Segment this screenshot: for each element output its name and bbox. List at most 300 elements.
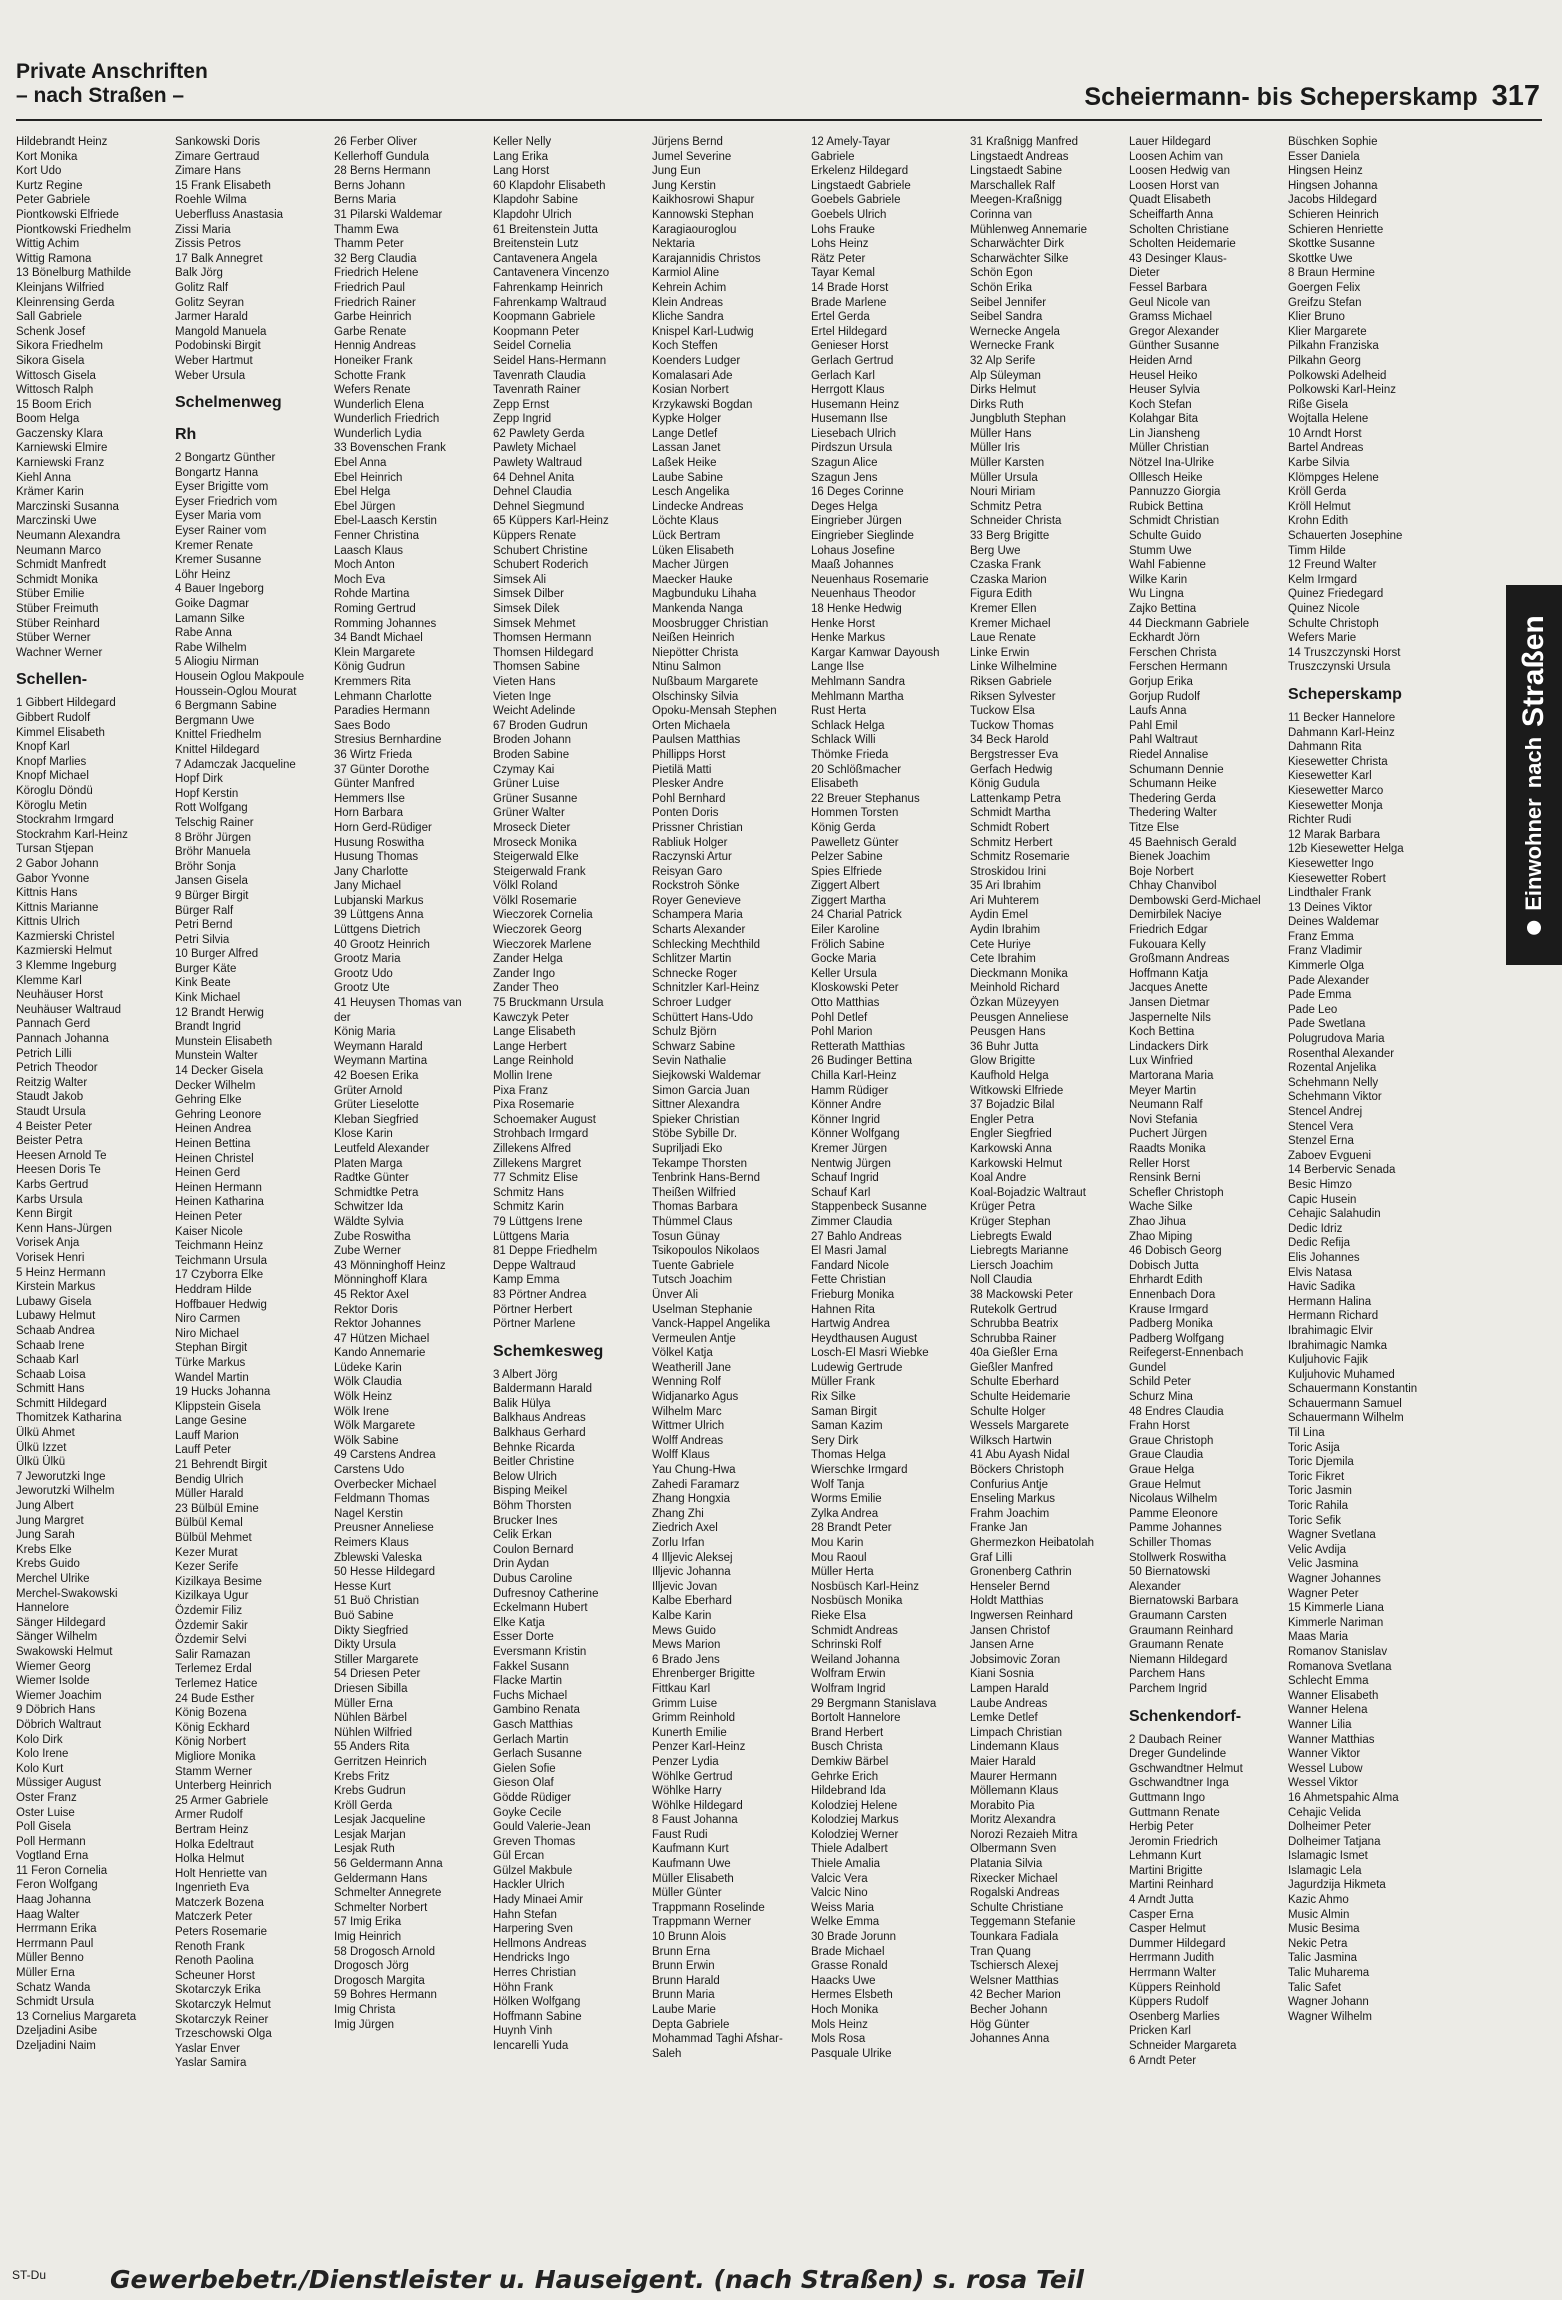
resident-entry: Drin Aydan xyxy=(493,1558,550,1571)
resident-entry: Hopf Dirk xyxy=(175,773,223,786)
resident-entry: Lang Horst xyxy=(493,165,550,178)
resident-entry: Trappmann Roselinde xyxy=(652,1901,765,1914)
resident-entry: Schnecke Roger xyxy=(652,967,738,980)
resident-entry: Henke Markus xyxy=(811,632,886,645)
resident-entry: Zblewski Valeska xyxy=(334,1551,422,1564)
resident-entry: Böhm Thorsten xyxy=(493,1500,572,1513)
resident-entry: Nekic Petra xyxy=(1288,1937,1348,1950)
resident-entry: Kolodziej Helene xyxy=(811,1799,898,1812)
resident-entry: Dirks Helmut xyxy=(970,384,1036,397)
resident-entry: Schauf Karl xyxy=(811,1186,871,1199)
listing-column xyxy=(1288,135,1443,2250)
resident-entry: Stresius Bernhardine xyxy=(334,734,442,747)
resident-entry: Kargar Kamwar Dayoush xyxy=(811,646,940,659)
resident-entry: Piontkowski Elfriede xyxy=(16,208,119,221)
resident-entry: Günter Manfred xyxy=(334,778,415,791)
resident-entry: Hamm Rüdiger xyxy=(811,1084,889,1097)
resident-entry: Schulte Christiane xyxy=(970,1901,1064,1914)
resident-entry: Gregor Alexander xyxy=(1129,325,1220,338)
resident-entry: Preusner Anneliese xyxy=(334,1522,434,1535)
resident-entry: König Eckhard xyxy=(175,1721,250,1734)
resident-entry: Rott Wolfgang xyxy=(175,802,248,815)
resident-entry: Balkhaus Gerhard xyxy=(493,1427,586,1440)
resident-entry: Müller Karsten xyxy=(970,457,1045,470)
resident-entry: 28 Berns Hermann xyxy=(334,165,431,178)
resident-entry: Breitenstein Lutz xyxy=(493,238,579,251)
resident-entry: 39 Lüttgens Anna xyxy=(334,909,424,922)
resident-entry: Jarmer Harald xyxy=(175,311,248,324)
resident-entry: Demirbilek Naciye xyxy=(1129,909,1222,922)
resident-entry: Richter Rudi xyxy=(1288,814,1352,827)
resident-entry: Karajannidis Christos xyxy=(652,252,761,265)
resident-entry: Reller Horst xyxy=(1129,1157,1190,1170)
resident-entry: 31 Pilarski Waldemar xyxy=(334,208,443,221)
resident-entry: Zander Helga xyxy=(493,953,563,966)
resident-entry: 67 Broden Gudrun xyxy=(493,719,588,732)
resident-entry: Pohl Detlef xyxy=(811,1011,868,1024)
resident-entry: 36 Buhr Jutta xyxy=(970,1040,1039,1053)
resident-entry: Dahmann Rita xyxy=(1288,741,1362,754)
resident-entry: Thedering Gerda xyxy=(1129,792,1216,805)
resident-entry: Neumann Ralf xyxy=(1129,1099,1203,1112)
resident-entry: Haacks Uwe xyxy=(811,1974,876,1987)
resident-entry: Poll Gisela xyxy=(16,1821,71,1834)
resident-entry: Krohn Edith xyxy=(1288,515,1349,528)
resident-entry: Franz Vladimir xyxy=(1288,945,1363,958)
resident-entry: Welke Emma xyxy=(811,1916,880,1929)
resident-entry: Zube Roswitha xyxy=(334,1230,411,1243)
resident-entry: Herres Christian xyxy=(493,1967,577,1980)
resident-entry: Ueberfluss Anastasia xyxy=(175,208,284,221)
resident-entry: Oster Franz xyxy=(16,1791,77,1804)
resident-entry: Müller Iris xyxy=(970,442,1020,455)
resident-entry: Goergen Felix xyxy=(1288,281,1361,294)
resident-entry: Plesker Andre xyxy=(652,778,724,791)
resident-entry: Kiesewetter Karl xyxy=(1288,770,1372,783)
resident-entry: Karkowski Helmut xyxy=(970,1157,1063,1170)
resident-entry: Eiler Karoline xyxy=(811,924,880,937)
resident-entry: 42 Boesen Erika xyxy=(334,1070,419,1082)
resident-entry: Toric Fikret xyxy=(1288,1470,1345,1483)
resident-entry: Penzer Lydia xyxy=(652,1755,719,1768)
resident-entry: Overbecker Michael xyxy=(334,1478,437,1491)
resident-entry: Pade Swetlana xyxy=(1288,1018,1366,1031)
resident-entry: Reifegerst-Ennenbach xyxy=(1129,1347,1244,1360)
resident-entry: Islamagic Ismet xyxy=(1288,1850,1368,1863)
resident-entry: Guttmann Ingo xyxy=(1129,1791,1206,1804)
resident-entry: Maier Harald xyxy=(970,1755,1036,1768)
resident-entry: Neumann Alexandra xyxy=(16,530,121,543)
resident-entry: Seibel Jennifer xyxy=(970,296,1047,309)
resident-entry: Norozi Rezaieh Mitra xyxy=(970,1828,1078,1841)
resident-entry: Wunderlich Lydia xyxy=(334,427,422,440)
resident-entry: Wernecke Frank xyxy=(970,340,1055,353)
resident-entry: Tursan Stjepan xyxy=(16,843,94,856)
resident-entry: Kaufmann Kurt xyxy=(652,1843,729,1856)
resident-entry: Stencel Vera xyxy=(1288,1120,1354,1133)
resident-entry: Pilkahn Franziska xyxy=(1288,340,1379,353)
resident-entry: Kittnis Hans xyxy=(16,887,78,900)
resident-entry: 50 Biernatowski xyxy=(1129,1566,1211,1579)
resident-entry: Kolo Irene xyxy=(16,1748,69,1761)
resident-entry: Wolff Andreas xyxy=(652,1434,724,1447)
resident-entry: Skotarczyk Reiner xyxy=(175,2013,269,2026)
resident-entry: Harpering Sven xyxy=(493,1923,573,1936)
resident-entry: Haag Walter xyxy=(16,1908,80,1921)
resident-entry: Krämer Karin xyxy=(16,486,84,499)
resident-entry: Iencarelli Yuda xyxy=(493,2040,569,2052)
resident-entry: Haag Johanna xyxy=(16,1894,91,1907)
resident-entry: Drogosch Jörg xyxy=(334,1960,409,1973)
resident-entry: König Norbert xyxy=(175,1736,246,1749)
resident-entry: Friedrich Rainer xyxy=(334,296,416,309)
resident-entry: Podobinski Birgit xyxy=(175,340,261,353)
resident-entry: Schefler Christoph xyxy=(1129,1186,1224,1199)
resident-entry: Müller Harald xyxy=(175,1488,244,1501)
resident-entry: Rubick Bettina xyxy=(1129,500,1204,513)
resident-entry: Kittnis Ulrich xyxy=(16,916,80,929)
resident-entry: Heusel Heiko xyxy=(1129,369,1198,382)
resident-entry: Moritz Alexandra xyxy=(970,1814,1056,1827)
resident-entry: 43 Mönninghoff Heinz xyxy=(334,1259,446,1272)
resident-entry: Gabriele xyxy=(811,150,855,163)
resident-entry: Rockstroh Sönke xyxy=(652,880,740,893)
resident-entry: Kolodziej Werner xyxy=(811,1828,899,1841)
resident-entry: Maas Maria xyxy=(1288,1631,1349,1644)
resident-entry: Siejkowski Waldemar xyxy=(652,1070,761,1082)
resident-entry: Opoku-Mensah Stephen xyxy=(652,705,777,718)
resident-entry: Housein Oglou Makpoule xyxy=(175,671,305,683)
footer-code: ST-Du xyxy=(12,2268,47,2282)
resident-entry: Müller Benno xyxy=(16,1952,84,1965)
resident-entry: Hingsen Heinz xyxy=(1288,165,1363,178)
resident-entry: Eyser Rainer vom xyxy=(175,525,267,538)
resident-entry: Jumel Severine xyxy=(652,150,732,163)
resident-entry: Wöhlke Gertrud xyxy=(652,1770,733,1783)
resident-entry: Gronenberg Cathrin xyxy=(970,1566,1072,1579)
resident-entry: Stencel Andrej xyxy=(1288,1106,1363,1118)
resident-entry: Migliore Monika xyxy=(175,1750,256,1763)
resident-entry: Schlack Willi xyxy=(811,734,876,747)
resident-entry: Bertram Heinz xyxy=(175,1823,249,1836)
resident-entry: Tavenrath Rainer xyxy=(493,384,581,397)
resident-entry: Simsek Ali xyxy=(493,573,547,586)
resident-entry: Sankowski Doris xyxy=(175,136,260,148)
resident-entry: Dehnel Siegmund xyxy=(493,500,585,513)
resident-entry: 43 Desinger Klaus- xyxy=(1129,252,1227,265)
resident-entry: Ebel Jürgen xyxy=(334,500,396,513)
resident-entry: Frahn Horst xyxy=(1129,1420,1190,1433)
resident-entry: 25 Armer Gabriele xyxy=(175,1794,269,1807)
resident-entry: Vogtland Erna xyxy=(16,1850,89,1863)
resident-entry: Balik Hülya xyxy=(493,1397,551,1410)
resident-entry: Penzer Karl-Heinz xyxy=(652,1741,746,1754)
resident-entry: Karmiol Aline xyxy=(652,267,720,280)
resident-entry: 54 Driesen Peter xyxy=(334,1668,421,1681)
resident-entry: Velic Jasmina xyxy=(1288,1558,1359,1571)
resident-entry: Wolff Klaus xyxy=(652,1449,710,1462)
resident-entry: Titze Else xyxy=(1129,821,1180,834)
resident-entry: Sall Gabriele xyxy=(16,311,82,324)
resident-entry: Holdt Matthias xyxy=(970,1595,1044,1608)
resident-entry: Dieckmann Monika xyxy=(970,967,1068,980)
resident-entry: Klapdohr Ulrich xyxy=(493,208,572,221)
resident-entry: Huynh Vinh xyxy=(493,2025,553,2038)
resident-entry: Fahrenkamp Waltraud xyxy=(493,296,607,309)
resident-entry: Jacques Anette xyxy=(1129,982,1208,995)
resident-entry: Skotarczyk Erika xyxy=(175,1984,261,1997)
resident-entry: 37 Günter Dorothe xyxy=(334,763,430,776)
resident-entry: Esser Daniela xyxy=(1288,150,1360,163)
resident-entry: Zillekens Alfred xyxy=(493,1142,571,1155)
resident-entry: Schehmann Nelly xyxy=(1288,1076,1379,1089)
resident-entry: Phillipps Horst xyxy=(652,748,726,761)
resident-entry: Koopmann Gabriele xyxy=(493,311,596,324)
resident-entry: Dedic Idriz xyxy=(1288,1222,1343,1235)
resident-entry: Bülbül Mehmet xyxy=(175,1532,252,1545)
resident-entry: Wieczorek Cornelia xyxy=(493,909,593,922)
resident-entry: Schrinski Rolf xyxy=(811,1639,882,1652)
resident-entry: Jagurdzija Hikmeta xyxy=(1288,1879,1386,1892)
resident-entry: Lindemann Klaus xyxy=(970,1741,1059,1754)
resident-entry: Schüttert Hans-Udo xyxy=(652,1011,753,1024)
resident-entry: Heinen Katharina xyxy=(175,1196,264,1209)
resident-entry: Grüner Luise xyxy=(493,778,560,791)
resident-entry: Husung Roswitha xyxy=(334,836,425,849)
resident-entry: Mühlenweg Annemarie xyxy=(970,223,1087,236)
resident-entry: Teggemann Stefanie xyxy=(970,1916,1076,1929)
resident-entry: Kazmierski Christel xyxy=(16,930,115,943)
resident-entry: Schubert Roderich xyxy=(493,559,589,572)
resident-entry: Herbig Peter xyxy=(1129,1821,1194,1834)
resident-entry: Gambino Renata xyxy=(493,1704,580,1717)
resident-entry: Salir Ramazan xyxy=(175,1648,251,1661)
resident-entry: Lingstaedt Gabriele xyxy=(811,179,911,192)
resident-entry: Peusgen Hans xyxy=(970,1026,1046,1039)
resident-entry: Heydthausen August xyxy=(811,1332,918,1345)
resident-entry: Ziggert Martha xyxy=(811,894,886,907)
resident-entry: Wahl Fabienne xyxy=(1129,559,1206,572)
resident-entry: Greifzu Stefan xyxy=(1288,296,1362,309)
resident-entry: Hoffbauer Hedwig xyxy=(175,1298,267,1311)
resident-entry: Schauermann Wilhelm xyxy=(1288,1412,1404,1425)
resident-entry: Thamm Peter xyxy=(334,238,404,251)
resident-entry: Ghermezkon Heibatolah xyxy=(970,1537,1095,1549)
resident-entry: 55 Anders Rita xyxy=(334,1741,410,1754)
resident-entry: Lange Reinhold xyxy=(493,1055,574,1068)
resident-entry: Grimm Reinhold xyxy=(652,1712,736,1725)
resident-entry: Garbe Renate xyxy=(334,325,407,338)
resident-entry: Stüber Freimuth xyxy=(16,603,99,615)
resident-entry: Lux Winfried xyxy=(1129,1055,1193,1068)
resident-entry: Lamann Silke xyxy=(175,612,245,625)
resident-entry: Kelm Irmgard xyxy=(1288,573,1358,586)
resident-entry: Klemme Karl xyxy=(16,974,82,987)
resident-entry: Thomsen Hildegard xyxy=(493,646,594,659)
resident-entry: Nouri Miriam xyxy=(970,486,1036,499)
resident-entry: 59 Bohres Hermann xyxy=(334,1989,437,2002)
resident-entry: Marczinski Susanna xyxy=(16,500,119,513)
resident-entry: Poll Hermann xyxy=(16,1835,86,1848)
resident-entry: Zahedi Faramarz xyxy=(652,1478,740,1491)
resident-entry: Grimm Luise xyxy=(652,1697,718,1710)
resident-entry: Dzeljadini Naim xyxy=(16,2040,96,2052)
resident-entry: Ülkü Ülkü xyxy=(16,1456,66,1469)
resident-entry: Kolahgar Bita xyxy=(1129,413,1199,426)
resident-entry: Moosbrugger Christian xyxy=(652,617,769,630)
resident-entry: Grootz Maria xyxy=(334,953,401,966)
resident-entry: Wittosch Gisela xyxy=(16,369,96,382)
resident-entry: Lesch Angelika xyxy=(652,486,730,499)
resident-entry: Wojtalla Helene xyxy=(1288,413,1369,426)
resident-entry: Lück Bertram xyxy=(652,530,721,543)
resident-entry: Sänger Hildegard xyxy=(16,1616,106,1629)
resident-entry: der xyxy=(334,1011,351,1024)
resident-entry: 26 Ferber Oliver xyxy=(334,136,418,148)
resident-entry: Schulte Eberhard xyxy=(970,1376,1059,1389)
resident-entry: Merchel Ulrike xyxy=(16,1573,90,1585)
resident-entry: Kazic Ahmo xyxy=(1288,1894,1349,1907)
resident-entry: Wache Silke xyxy=(1129,1201,1193,1214)
resident-entry: Simsek Dilber xyxy=(493,588,564,601)
resident-entry: Rektor Johannes xyxy=(334,1318,421,1331)
resident-entry: Wagner Svetlana xyxy=(1288,1529,1376,1542)
resident-entry: Stiller Margarete xyxy=(334,1653,419,1666)
resident-entry: Quadt Elisabeth xyxy=(1129,194,1211,207)
resident-entry: Jobsimovic Zoran xyxy=(970,1653,1061,1666)
resident-entry: Petrich Theodor xyxy=(16,1062,98,1075)
resident-entry: Tuente Gabriele xyxy=(652,1259,735,1272)
resident-entry: Riße Gisela xyxy=(1288,398,1349,411)
resident-entry: Könner Wolfgang xyxy=(811,1128,900,1141)
resident-entry: 16 Ahmetspahic Alma xyxy=(1288,1791,1399,1804)
resident-entry: Maaß Johannes xyxy=(811,559,894,572)
resident-entry: Brunn Maria xyxy=(652,1989,715,2002)
resident-entry: Stüber Reinhard xyxy=(16,617,100,630)
resident-entry: Krebs Guido xyxy=(16,1558,80,1571)
resident-entry: Johannes Anna xyxy=(970,2033,1050,2046)
resident-entry: Kiesewetter Marco xyxy=(1288,784,1384,797)
resident-entry: Tenbrink Hans-Bernd xyxy=(652,1172,761,1185)
resident-entry: 81 Deppe Friedhelm xyxy=(493,1245,598,1258)
resident-entry: Toric Djemila xyxy=(1288,1456,1354,1469)
resident-entry: Kremer Susanne xyxy=(175,554,262,567)
resident-entry: Lehmann Kurt xyxy=(1129,1850,1202,1863)
resident-entry: Wessel Lubow xyxy=(1288,1762,1363,1775)
resident-entry: Prissner Christian xyxy=(652,821,743,834)
resident-entry: Morabito Pia xyxy=(970,1799,1035,1812)
resident-entry: 34 Beck Harold xyxy=(970,734,1049,747)
page-number: 317 xyxy=(1491,80,1540,112)
resident-entry: Buö Sabine xyxy=(334,1609,394,1622)
resident-entry: Czaska Frank xyxy=(970,559,1041,572)
resident-entry: Gerlach Martin xyxy=(493,1733,569,1746)
resident-entry: 2 Bongartz Günther xyxy=(175,452,276,465)
resident-entry: Meinhold Richard xyxy=(970,982,1060,995)
header-rule xyxy=(16,119,1542,121)
resident-entry: Pixa Franz xyxy=(493,1084,548,1097)
resident-entry: Goyke Cecile xyxy=(493,1806,562,1819)
resident-entry: 10 Brunn Alois xyxy=(652,1931,727,1944)
resident-entry: Hellmons Andreas xyxy=(493,1937,587,1950)
resident-entry: Schlitzer Martin xyxy=(652,953,732,966)
resident-entry: Pannuzzo Giorgia xyxy=(1129,486,1221,499)
resident-entry: Ülkü Ahmet xyxy=(16,1427,75,1440)
resident-entry: Hackler Ulrich xyxy=(493,1879,565,1892)
resident-entry: Hesse Kurt xyxy=(334,1580,391,1593)
resident-entry: Stockrahm Karl-Heinz xyxy=(16,828,128,841)
resident-entry: Nühlen Bärbel xyxy=(334,1712,407,1725)
resident-entry: Kremer Michael xyxy=(970,617,1051,630)
resident-entry: Dedic Refija xyxy=(1288,1237,1350,1250)
resident-entry: 13 Cornelius Margareta xyxy=(16,2010,137,2023)
resident-entry: Thedering Walter xyxy=(1129,807,1217,820)
resident-entry: Loosen Horst van xyxy=(1129,179,1220,192)
resident-entry: Meyer Martin xyxy=(1129,1084,1197,1097)
resident-entry: Raczynski Artur xyxy=(652,851,732,864)
resident-entry: Mankenda Nanga xyxy=(652,603,743,615)
resident-entry: 32 Berg Claudia xyxy=(334,252,417,265)
resident-entry: Kizilkaya Ugur xyxy=(175,1590,249,1603)
resident-entry: Schmitz Petra xyxy=(970,500,1042,513)
resident-entry: Schmidt Manfredt xyxy=(16,559,107,572)
resident-entry: Dolheimer Tatjana xyxy=(1288,1835,1381,1848)
resident-entry: Quinez Nicole xyxy=(1288,603,1360,615)
resident-entry: Spies Elfriede xyxy=(811,865,882,878)
resident-entry: Eyser Maria vom xyxy=(175,510,262,523)
resident-entry: Weber Hartmut xyxy=(175,354,253,367)
resident-entry: Gasch Matthias xyxy=(493,1718,573,1731)
resident-entry: Otto Matthias xyxy=(811,997,880,1010)
resident-entry: Hahnen Rita xyxy=(811,1303,875,1316)
resident-entry: Gibbert Rudolf xyxy=(16,711,91,724)
resident-entry: Heesen Arnold Te xyxy=(16,1149,107,1162)
resident-entry: Schehmann Viktor xyxy=(1288,1091,1382,1104)
street-heading: Schemkesweg xyxy=(493,1342,604,1360)
resident-entry: Müller Erna xyxy=(334,1697,393,1710)
resident-entry: Lindecke Andreas xyxy=(652,500,744,513)
resident-entry: Mehlmann Sandra xyxy=(811,675,905,688)
resident-entry: Jeromin Friedrich xyxy=(1129,1835,1218,1848)
resident-entry: Schlecking Mechthild xyxy=(652,938,761,951)
resident-entry: Koal Andre xyxy=(970,1172,1027,1185)
resident-entry: Puchert Jürgen xyxy=(1129,1128,1207,1141)
resident-entry: Schrubba Beatrix xyxy=(970,1318,1059,1331)
resident-entry: Elke Katja xyxy=(493,1616,545,1629)
resident-entry: Pamme Johannes xyxy=(1129,1522,1222,1535)
section-side-tab[interactable] xyxy=(1506,585,1562,965)
resident-entry: Hildebrandt Heinz xyxy=(16,136,108,148)
resident-entry: Fette Christian xyxy=(811,1274,886,1287)
resident-entry: Broden Johann xyxy=(493,734,572,747)
resident-entry: Schmitt Hans xyxy=(16,1383,85,1396)
resident-entry: Theißen Wilfried xyxy=(652,1186,736,1199)
resident-entry: Becher Johann xyxy=(970,2004,1048,2016)
resident-entry: Platen Marga xyxy=(334,1157,403,1170)
resident-entry: Lesjak Ruth xyxy=(334,1843,395,1856)
resident-entry: 50 Hesse Hildegard xyxy=(334,1566,436,1579)
resident-entry: Zander Ingo xyxy=(493,967,556,980)
resident-entry: Casper Erna xyxy=(1129,1908,1194,1921)
resident-entry: Kröll Helmut xyxy=(1288,500,1351,513)
resident-entry: Gehring Leonore xyxy=(175,1108,262,1121)
resident-entry: Greven Thomas xyxy=(493,1835,576,1848)
resident-entry: Fenner Christina xyxy=(334,530,420,543)
resident-entry: Hady Minaei Amir xyxy=(493,1894,584,1907)
resident-entry: Grüter Lieselotte xyxy=(334,1099,420,1112)
resident-entry: Rutekolk Gertrud xyxy=(970,1303,1057,1316)
resident-entry: Schulte Holger xyxy=(970,1405,1046,1418)
